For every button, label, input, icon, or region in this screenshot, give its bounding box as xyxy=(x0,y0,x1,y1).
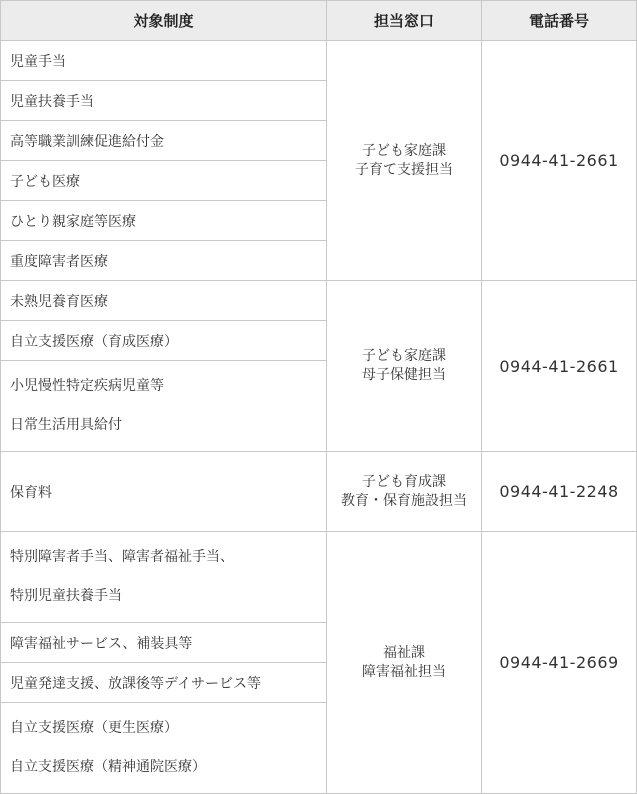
system-cell: 未熟児養育医療 xyxy=(1,281,327,321)
system-cell xyxy=(1,361,327,452)
header-system: 対象制度 xyxy=(1,1,327,41)
office-cell xyxy=(327,452,482,532)
system-line: 特別障害者手当、障害者福祉手当、 xyxy=(10,549,234,565)
system-cell xyxy=(1,532,327,623)
system-cell: 児童扶養手当 xyxy=(1,81,327,121)
system-line: 自立支援医療（精神通院医療） xyxy=(10,759,206,775)
office-section: 子育て支援担当 xyxy=(355,161,453,178)
header-office: 担当窓口 xyxy=(327,1,482,41)
office-section: 障害福祉担当 xyxy=(362,663,446,680)
table-row xyxy=(1,452,637,532)
office-cell xyxy=(327,532,482,794)
system-line: 特別児童扶養手当 xyxy=(10,588,122,604)
office-department: 子ども育成課 xyxy=(362,473,446,490)
phone-cell: 0944-41-2669 xyxy=(482,532,637,794)
header-phone: 電話番号 xyxy=(482,1,637,41)
table-row xyxy=(1,41,637,81)
system-line: 自立支援医療（更生医療） xyxy=(10,720,178,736)
system-cell: 障害福祉サービス、補装具等 xyxy=(1,623,327,663)
system-cell: 重度障害者医療 xyxy=(1,241,327,281)
office-department: 子ども家庭課 xyxy=(362,348,446,364)
table-row xyxy=(1,532,637,623)
system-cell: 高等職業訓練促進給付金 xyxy=(1,121,327,161)
phone-cell: 0944-41-2661 xyxy=(482,281,637,452)
system-cell: 自立支援医療（育成医療） xyxy=(1,321,327,361)
office-cell xyxy=(327,41,482,281)
system-cell xyxy=(1,703,327,794)
table-row xyxy=(1,281,637,321)
system-cell: ひとり親家庭等医療 xyxy=(1,201,327,241)
system-cell: 児童手当 xyxy=(1,41,327,81)
office-section: 教育・保育施設担当 xyxy=(341,492,467,509)
system-line: 日常生活用具給付 xyxy=(10,417,122,433)
system-cell: 子ども医療 xyxy=(1,161,327,201)
system-cell: 児童発達支援、放課後等デイサービス等 xyxy=(1,663,327,703)
office-section: 母子保健担当 xyxy=(362,367,446,383)
office-department: 福祉課 xyxy=(383,644,425,661)
office-department: 子ども家庭課 xyxy=(362,142,446,159)
header-row xyxy=(1,1,637,41)
system-cell: 保育料 xyxy=(1,452,327,532)
system-line: 小児慢性特定疾病児童等 xyxy=(10,378,164,394)
phone-cell: 0944-41-2661 xyxy=(482,41,637,281)
office-cell xyxy=(327,281,482,452)
phone-cell: 0944-41-2248 xyxy=(482,452,637,532)
